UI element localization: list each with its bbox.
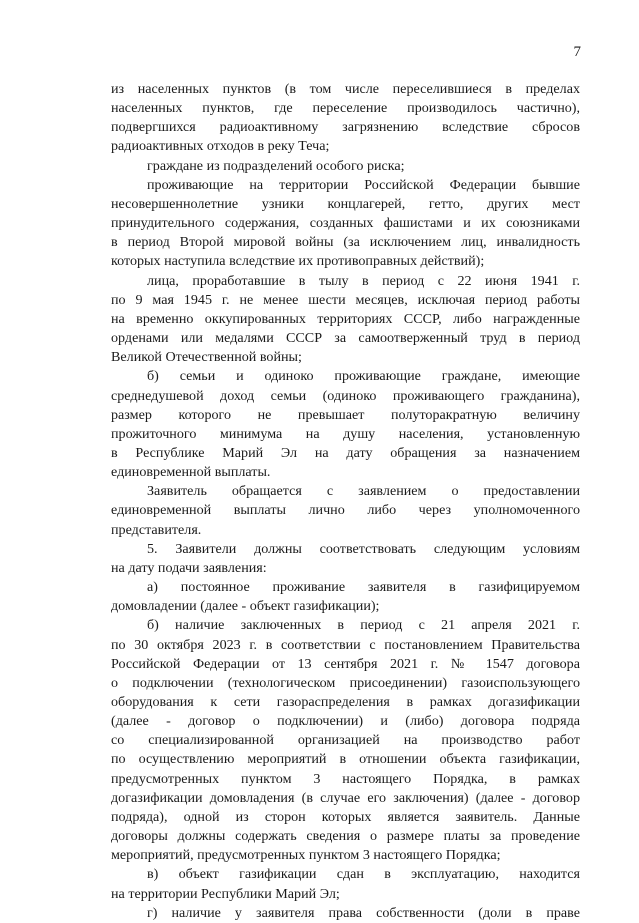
paragraph-line: радиоактивных отходов в реку Теча; [111, 138, 330, 155]
paragraph-line: в период Второй мировой войны (за исключением лиц, инвалидность [111, 234, 580, 251]
paragraph-line: несовершеннолетние узники концлагерей, гетто, других мест [111, 195, 580, 212]
paragraph-line: г) наличие у заявителя права собственности (доли в праве [147, 904, 580, 921]
paragraph-line: прожиточного минимума на душу населения, установленную [111, 425, 580, 442]
paragraph-line: Российской Федерации от 13 сентября 2021 г. № 1547 договора [111, 655, 580, 672]
paragraph-line: (далее - договор о подключении) и (либо) договора подряда [111, 713, 580, 730]
document-body [111, 80, 580, 923]
page-number: 7 [573, 44, 581, 60]
paragraph-line: граждане из подразделений особого риска; [147, 157, 405, 174]
paragraph-line: оборудования к сети газораспределения в рамках догазификации [111, 694, 580, 710]
paragraph-line: Великой Отечественной войны; [111, 349, 302, 366]
paragraph-line: по 9 мая 1945 г. не менее шести месяцев, исключая период работы [111, 291, 580, 308]
paragraph-line: б) наличие заключенных в период с 21 апреля 2021 г. [147, 617, 580, 634]
paragraph-line: Заявитель обращается с заявлением о предоставлении [147, 483, 580, 500]
paragraph-line: о подключении (технологическом присоединении) газоиспользующего [111, 674, 580, 691]
paragraph-line: 5. Заявители должны соответствовать следующим условиям [147, 540, 580, 557]
paragraph-line: которых наступила вследствие их противоправных действий); [111, 253, 485, 270]
paragraph-line: на дату подачи заявления: [111, 559, 267, 576]
paragraph-line: среднедушевой доход семьи (одиноко проживающего гражданина), [111, 387, 580, 404]
paragraph-line: в) объект газификации сдан в эксплуатацию, находится [147, 866, 580, 883]
paragraph-line: проживающие на территории Российской Федерации бывшие [147, 176, 580, 193]
paragraph-line: со специализированной организацией на производство работ [111, 732, 580, 749]
paragraph-line: на территории Республики Марий Эл; [111, 885, 340, 902]
paragraph-line: из населенных пунктов (в том числе переселившиеся в пределах [111, 81, 580, 97]
paragraph-line: размер которого не превышает полуторакратную величину [111, 406, 580, 423]
paragraph-line: а) постоянное проживание заявителя в газифицируемом [147, 579, 580, 596]
paragraph-line: домовладении (далее - объект газификации); [111, 598, 380, 615]
paragraph-line: единовременной выплаты лично либо через уполномоченного [111, 502, 580, 519]
paragraph-line: на временно оккупированных территориях СССР, либо награжденные [111, 310, 580, 327]
paragraph-line: населенных пунктов, где переселение производилось частично), [111, 100, 580, 117]
paragraph-line: лица, проработавшие в тылу в период с 22 июня 1941 г. [147, 272, 580, 289]
paragraph-line: предусмотренных пунктом 3 настоящего Порядка, в рамках [111, 770, 580, 787]
paragraph-line: орденами или медалями СССР за самоотверженный труд в период [111, 330, 580, 347]
paragraph-line: по 30 октября 2023 г. в соответствии с постановлением Правительства [111, 636, 580, 653]
paragraph-line: представителя. [111, 521, 202, 538]
paragraph-line: единовременной выплаты. [111, 464, 271, 481]
paragraph-line: подряда), одной из сторон которых является заявитель. Данные [111, 808, 580, 825]
paragraph-line: мероприятий, предусмотренных пунктом 3 настоящего Порядка; [111, 847, 501, 864]
paragraph-line: б) семьи и одиноко проживающие граждане, имеющие [147, 368, 580, 385]
paragraph-line: догазификации домовладения (в случае его заключения) (далее - договор [111, 789, 580, 806]
paragraph-line: в Республике Марий Эл на дату обращения за назначением [111, 444, 580, 461]
paragraph-line: подвергшихся радиоактивному загрязнению вследствие сбросов [111, 119, 580, 136]
paragraph-line: принудительного содержания, созданных фашистами и их союзниками [111, 215, 580, 232]
paragraph-line: договоры должны содержать сведения о размере платы за проведение [111, 828, 580, 845]
paragraph-line: по осуществлению мероприятий в отношении объекта газификации, [111, 751, 580, 768]
